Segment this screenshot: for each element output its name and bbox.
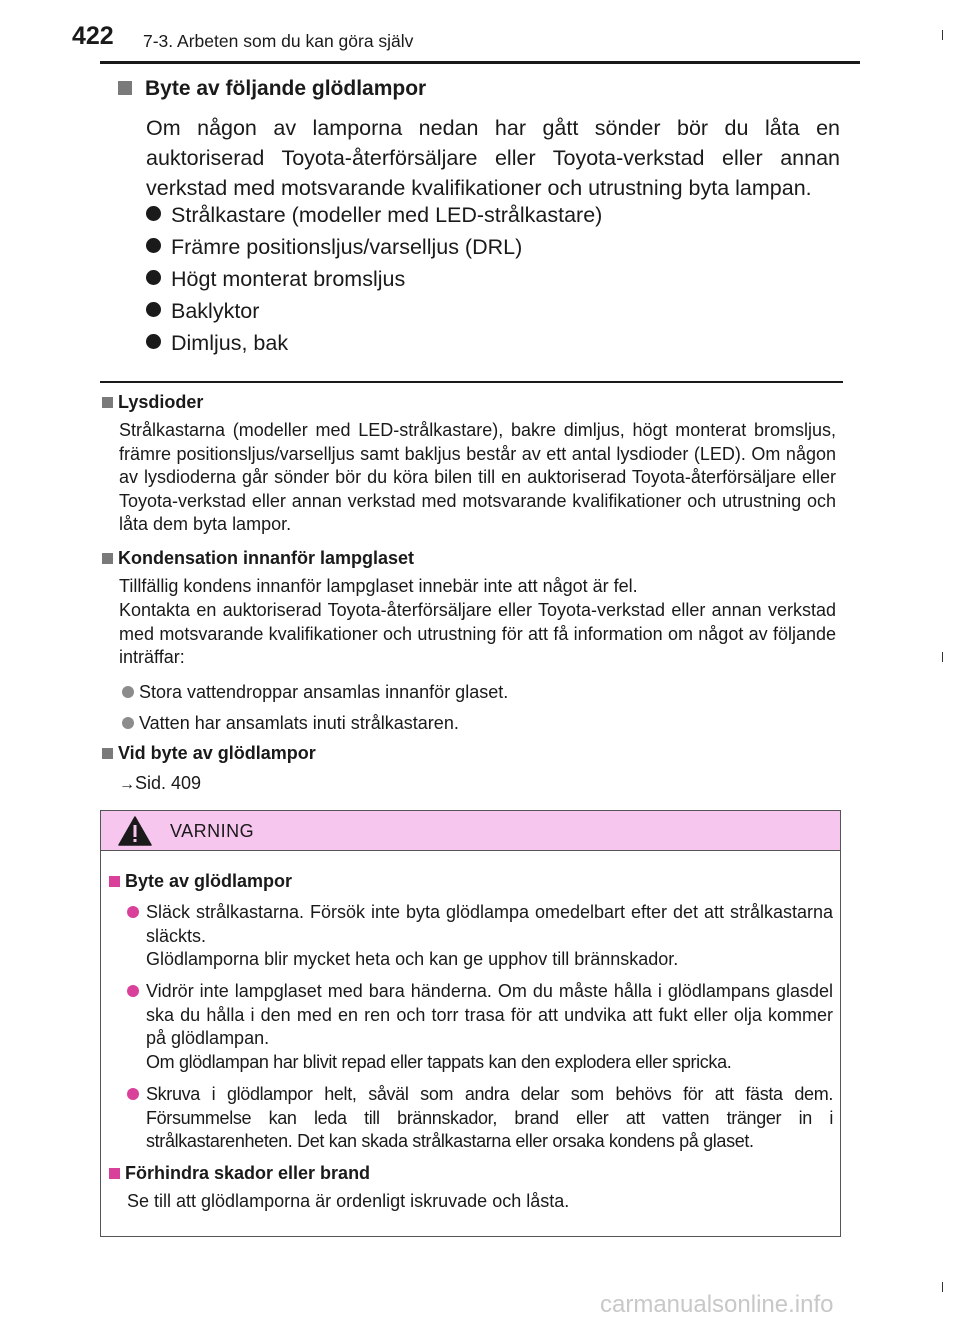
bullet-icon [146,334,161,349]
warning-item [127,1083,833,1154]
bullet-icon [122,686,134,698]
arrow-right-icon: → [119,776,135,793]
note-heading-text: Lysdioder [118,392,204,412]
list-item-text: Högt monterat bromsljus [171,267,406,291]
lead-paragraph: Om någon av lamporna nedan har gått sönder bör du låta en auktoriserad Toyota-återförsäljare eller Toyota-verkstad eller annan verkstad med motsvarande kvalifikationer och utrustning byta lampan. [146,116,840,200]
warning-item-text: Skruva i glödlampor helt, såväl som andra delar som behövs för att fästa dem. Försummelse kan leda till brännskador, brand eller att vatten tränger in i strålkastarenheten. Det kan skada strålkastarna eller orsaka kondens på glaset. [146,1084,833,1151]
bullet-icon [146,238,161,253]
square-bullet-icon [102,553,113,564]
list-item [122,712,459,736]
bullet-icon [127,906,139,918]
crop-mark [942,652,943,662]
note-line: Tillfällig kondens innanför lampglaset innebär inte att något är fel. [119,576,638,596]
note-heading-text: Vid byte av glödlampor [118,743,316,763]
warning-subheading-text: Byte av glödlampor [125,871,293,891]
bullet-icon [127,1088,139,1100]
list-item [146,235,522,260]
square-bullet-icon [102,397,113,408]
warning-triangle-icon [118,816,152,846]
section-divider [100,381,843,383]
warning-text: Se till att glödlamporna är ordenligt iskruvade och låsta. [127,1191,570,1211]
main-heading [118,77,426,101]
watermark [600,1290,935,1318]
page-reference-text: Sid. 409 [135,773,202,793]
header-rule [100,61,860,64]
list-item [122,681,508,705]
list-item-text: Strålkastare (modeller med LED-strålkastare) [171,203,603,227]
list-item-text: Dimljus, bak [171,331,289,355]
square-bullet-icon [109,1168,120,1179]
note-body: Strålkastarna (modeller med LED-strålkastare), bakre dimljus, högt monterat bromsljus, främre positionsljus/varselljus samt bakljus består av ett antal lysdioder (LED). Om någon av lysdioderna går sönder bör du köra bilen till en auktoriserad Toyota-återförsäljare eller Toyota-verkstad eller annan verkstad med motsvarande kvalifikationer och utrustning och låta dem byta lampor. [119,420,836,534]
crop-mark [942,1282,943,1292]
list-item [146,203,602,228]
list-item [146,331,288,356]
warning-item-text: Glödlamporna blir mycket heta och kan ge upphov till brännskador. [146,949,679,969]
warning-item [127,901,833,972]
list-item-text: Främre positionsljus/varselljus (DRL) [171,235,523,259]
square-bullet-icon [118,81,132,95]
note-heading [102,392,203,413]
warning-subheading [109,1163,370,1184]
note-body: Kontakta en auktoriserad Toyota-återförsäljare eller Toyota-verkstad eller annan verkstad med motsvarande kvalifikationer och utrustning för att få information om något av följande inträffar: [119,600,836,667]
warning-item-text: Släck strålkastarna. Försök inte byta glödlampa omedelbart efter det att strålkastarna släckts. [146,902,833,946]
bullet-icon [146,270,161,285]
note-heading-text: Kondensation innanför lampglaset [118,548,415,568]
list-item-text: Vatten har ansamlats inuti strålkastaren. [139,713,459,733]
main-heading-text: Byte av följande glödlampor [145,77,427,100]
page-number: 422 [72,22,114,50]
bullet-icon [146,302,161,317]
warning-subheading [109,871,292,892]
list-item [146,267,405,292]
bullet-icon [146,206,161,221]
page-reference-link[interactable] [119,772,201,797]
svg-text:carmanualsonline.info: carmanualsonline.info [600,1291,834,1318]
list-item-text: Stora vattendroppar ansamlas innanför glaset. [139,682,509,702]
section-title: 7-3. Arbeten som du kan göra själv [143,31,414,51]
note-heading [102,743,316,764]
warning-item [127,980,833,1074]
bullet-icon [122,717,134,729]
warning-item-text: Om glödlampan har blivit repad eller tappats kan den explodera eller spricka. [146,1051,732,1072]
square-bullet-icon [102,748,113,759]
list-item-text: Baklyktor [171,299,260,323]
square-bullet-icon [109,876,120,887]
warning-item-text: Vidrör inte lampglaset med bara händerna. Om du måste hålla i glödlampans glasdel ska du hålla i den med en ren och torr trasa för att undvika att fukt eller olja kommer på glödlampan. [146,981,833,1048]
note-heading [102,548,414,569]
crop-mark [942,30,943,40]
list-item [146,299,259,324]
bullet-icon [127,985,139,997]
warning-subheading-text: Förhindra skador eller brand [125,1163,371,1183]
warning-label: VARNING [170,821,255,841]
